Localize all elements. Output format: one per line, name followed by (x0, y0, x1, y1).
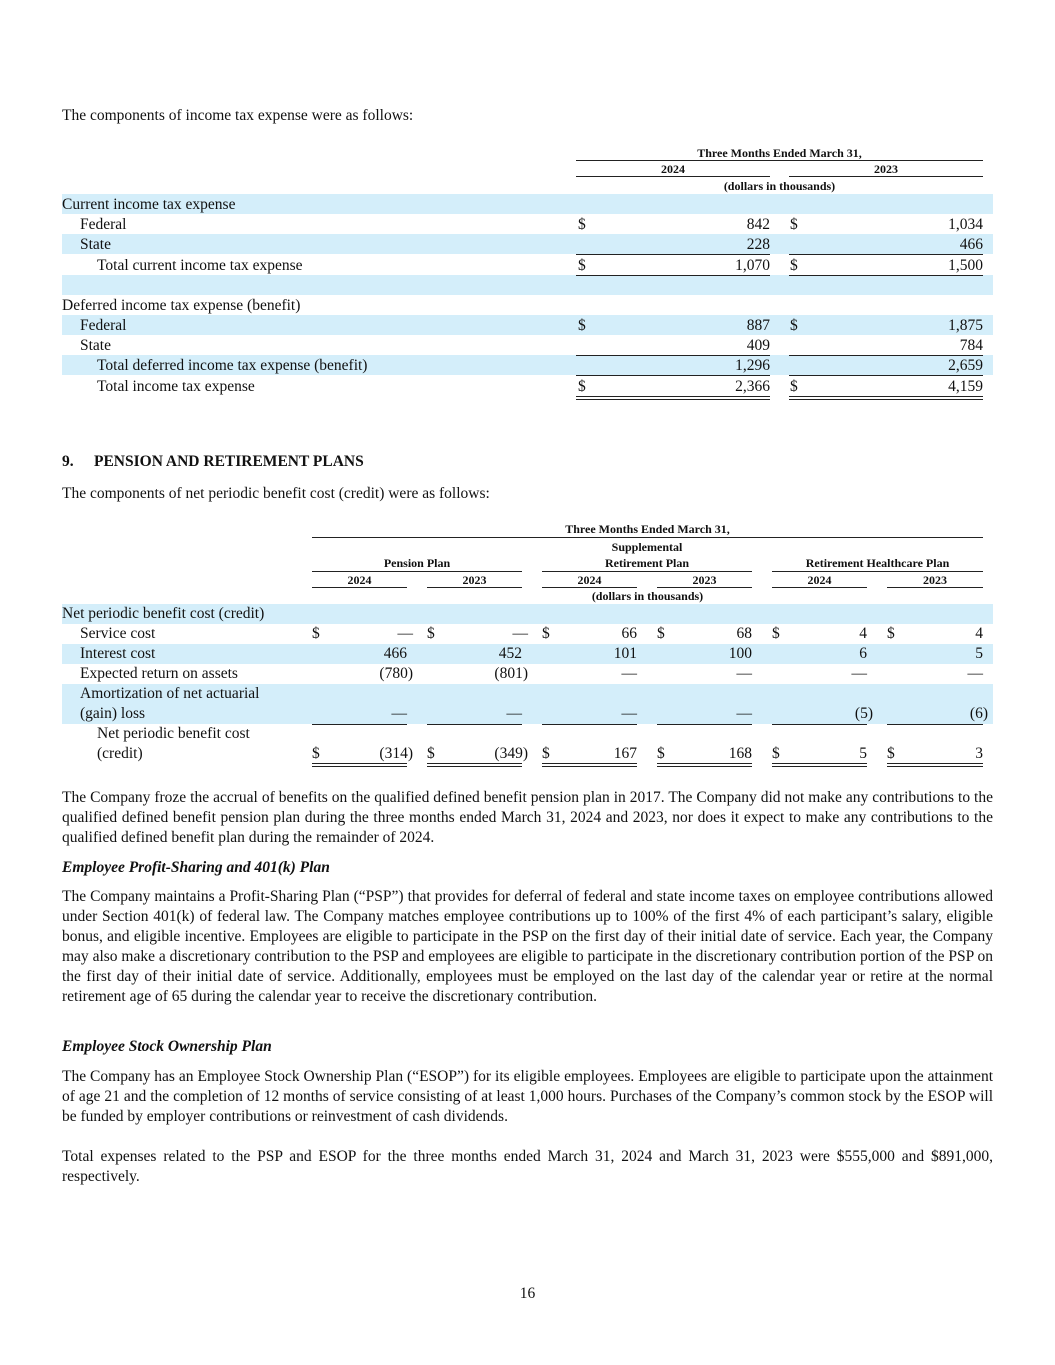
year-rule (312, 587, 407, 588)
cell-value: 6 (859, 645, 867, 662)
row-label-net-periodic: Net periodic benefit cost (credit) (62, 605, 265, 622)
group-supplemental-line2: Retirement Plan (604, 556, 690, 570)
cell-value: 842 (746, 216, 770, 233)
year-header: 2023 (462, 573, 487, 587)
dollar-sign: $ (312, 625, 320, 642)
year-rule (887, 587, 983, 588)
page-number: 16 (519, 1285, 536, 1302)
cell-value: — (397, 625, 413, 642)
double-total-rule (542, 763, 637, 767)
cell-value: (801) (494, 665, 528, 682)
cell-value: — (512, 625, 528, 642)
row-label-federal: Federal (80, 216, 127, 233)
cell-value: 4 (975, 625, 983, 642)
double-total-rule (576, 396, 770, 400)
cell-value: — (736, 705, 752, 722)
cell-value: 1,875 (948, 317, 983, 334)
cell-value: 2,366 (735, 378, 770, 395)
cell-value: 66 (621, 625, 637, 642)
tax-year-2024: 2024 (661, 162, 685, 176)
psp-subheading: Employee Profit-Sharing and 401(k) Plan (62, 859, 330, 876)
section-number: 9. (62, 453, 74, 470)
group-supplemental-line1: Supplemental (611, 540, 683, 554)
subtotal-rule (789, 375, 983, 376)
row-label-total-deferred: Total deferred income tax expense (benefit) (97, 357, 368, 374)
dollar-sign: $ (657, 745, 665, 762)
cell-value: 101 (613, 645, 637, 662)
cell-value: 409 (746, 337, 770, 354)
cell-value: 452 (498, 645, 522, 662)
section-title: PENSION AND RETIREMENT PLANS (94, 453, 364, 470)
subtotal-rule (887, 724, 983, 725)
cell-value: (780) (379, 665, 413, 682)
row-label-current: Current income tax expense (62, 196, 236, 213)
dollar-sign: $ (542, 745, 550, 762)
cell-value: (5) (854, 705, 873, 722)
tax-year-2023: 2023 (874, 162, 898, 176)
dollar-sign: $ (578, 257, 586, 274)
row-label-deferred: Deferred income tax expense (benefit) (62, 297, 301, 314)
cell-value: 466 (959, 236, 983, 253)
row-label-federal: Federal (80, 317, 127, 334)
cell-value: — (736, 665, 752, 682)
row-label-net-periodic-total-line2: (credit) (97, 745, 143, 762)
row-label-state: State (80, 236, 111, 253)
pension-period-header: Three Months Ended March 31, (565, 522, 730, 536)
subtotal-rule (427, 724, 522, 725)
year-header: 2024 (807, 573, 832, 587)
double-total-rule (312, 763, 407, 767)
esop-paragraph: The Company has an Employee Stock Ownership Plan (“ESOP”) for its eligible employees. Employees are eligible to participate upon the attainment of age 21 and the completion of 12 months of service consisting of at least 1,000 hours. Purchases of the Company’s common stock by the ESOP will be funded by employer contributions or reinvestment of cash dividends. (62, 1068, 993, 1125)
cell-value: — (851, 665, 867, 682)
subtotal-rule (576, 375, 770, 376)
subtotal-rule (772, 724, 867, 725)
year-rule (576, 176, 770, 177)
cell-value: 1,034 (948, 216, 983, 233)
group-rule (542, 571, 752, 572)
double-total-rule (887, 763, 983, 767)
row-label-total-income-tax: Total income tax expense (97, 378, 255, 395)
cell-value: 887 (746, 317, 770, 334)
pension-units: (dollars in thousands) (591, 589, 704, 603)
year-header: 2024 (347, 573, 372, 587)
total-rule (576, 275, 770, 276)
tax-units: (dollars in thousands) (723, 179, 836, 193)
year-rule (657, 587, 752, 588)
group-rule (312, 571, 522, 572)
tax-intro-text: The components of income tax expense were as follows: (62, 107, 414, 124)
dollar-sign: $ (887, 745, 895, 762)
dollar-sign: $ (887, 625, 895, 642)
pension-freeze-paragraph: The Company froze the accrual of benefits on the qualified defined benefit pension plan in 2017. The Company did not make any contributions to the qualified defined benefit pension plan during the three months ended March 31, 2024 and 2023, nor does it expect to make any contributions to the qualified defined benefit plan during the remainder of 2024. (62, 789, 993, 846)
dollar-sign: $ (578, 317, 586, 334)
row-label-amortization: Amortization of net actuarial (80, 685, 260, 702)
group-pension-plan: Pension Plan (383, 556, 451, 570)
cell-value: 4,159 (948, 378, 983, 395)
year-rule (542, 587, 637, 588)
cell-value: 5 (975, 645, 983, 662)
cell-value: 466 (383, 645, 407, 662)
header-rule (312, 537, 983, 538)
dollar-sign: $ (790, 317, 798, 334)
group-rule (772, 571, 983, 572)
year-rule (789, 176, 983, 177)
cell-value: 784 (959, 337, 983, 354)
cell-value: 168 (728, 745, 752, 762)
dollar-sign: $ (312, 745, 320, 762)
pension-intro-text: The components of net periodic benefit cost (credit) were as follows: (62, 485, 490, 502)
dollar-sign: $ (427, 745, 435, 762)
year-header: 2023 (923, 573, 947, 587)
psp-paragraph: The Company maintains a Profit-Sharing Plan (“PSP”) that provides for deferral of federal and state income taxes on employee contributions allowed under Section 401(k) of federal law. The Company matches employee contributions up to 100% of the first 4% of each participant’s salary, eligible bonus, and eligible incentive. Employees are eligible to participate in the PSP on the first day of their initial date of service. Each year, the Company may also make a discretionary contribution to the PSP and employees are eligible to participate in the discretionary contribution portion of the PSP on the first day of their initial date of service. Additionally, employees must be employed on the last day of the calendar year or retire at the normal retirement age of 65 during the calendar year to receive the discretionary contribution. (62, 888, 993, 1005)
dollar-sign: $ (578, 378, 586, 395)
subtotal-rule (657, 724, 752, 725)
year-rule (772, 587, 867, 588)
dollar-sign: $ (790, 216, 798, 233)
section-heading (62, 452, 364, 472)
row-label-interest-cost: Interest cost (80, 645, 156, 662)
header-rule (576, 160, 983, 161)
dollar-sign: $ (790, 257, 798, 274)
total-expense-paragraph: Total expenses related to the PSP and ESOP for the three months ended March 31, 2024 and March 31, 2023 were $555,000 and $891,000, respectively. (62, 1148, 993, 1185)
dollar-sign: $ (772, 625, 780, 642)
cell-value: (314) (379, 745, 413, 762)
dollar-sign: $ (772, 745, 780, 762)
cell-value: — (621, 705, 637, 722)
cell-value: (6) (969, 705, 988, 722)
cell-value: 3 (975, 745, 983, 762)
double-total-rule (427, 763, 522, 767)
row-label-net-periodic-total: Net periodic benefit cost (97, 725, 250, 742)
cell-value: 5 (859, 745, 867, 762)
cell-value: 1,500 (948, 257, 983, 274)
cell-value: 1,296 (735, 357, 770, 374)
double-total-rule (789, 396, 983, 400)
row-label-amortization-line2: (gain) loss (80, 705, 146, 722)
group-healthcare-plan: Retirement Healthcare Plan (805, 556, 950, 570)
row-band (62, 275, 993, 295)
esop-subheading: Employee Stock Ownership Plan (62, 1038, 272, 1055)
double-total-rule (657, 763, 752, 767)
cell-value: (349) (494, 745, 528, 762)
cell-value: 4 (859, 625, 867, 642)
dollar-sign: $ (790, 378, 798, 395)
cell-value: 1,070 (735, 257, 770, 274)
cell-value: 100 (728, 645, 752, 662)
subtotal-rule (312, 724, 407, 725)
cell-value: — (967, 665, 983, 682)
cell-value: 167 (613, 745, 637, 762)
cell-value: — (621, 665, 637, 682)
year-header: 2023 (692, 573, 717, 587)
year-rule (427, 587, 522, 588)
row-label-expected-return: Expected return on assets (80, 665, 238, 682)
cell-value: — (506, 705, 522, 722)
total-rule (789, 275, 983, 276)
dollar-sign: $ (542, 625, 550, 642)
subtotal-rule (542, 724, 637, 725)
row-label-service-cost: Service cost (80, 625, 156, 642)
subtotal-rule (789, 254, 983, 255)
subtotal-rule (576, 254, 770, 255)
cell-value: 2,659 (948, 357, 983, 374)
year-header: 2024 (577, 573, 602, 587)
cell-value: — (391, 705, 407, 722)
cell-value: 68 (736, 625, 752, 642)
row-label-total-current: Total current income tax expense (97, 257, 303, 274)
dollar-sign: $ (657, 625, 665, 642)
tax-period-header: Three Months Ended March 31, (697, 146, 862, 160)
row-label-state: State (80, 337, 111, 354)
dollar-sign: $ (578, 216, 586, 233)
dollar-sign: $ (427, 625, 435, 642)
double-total-rule (772, 763, 867, 767)
cell-value: 228 (746, 236, 770, 253)
